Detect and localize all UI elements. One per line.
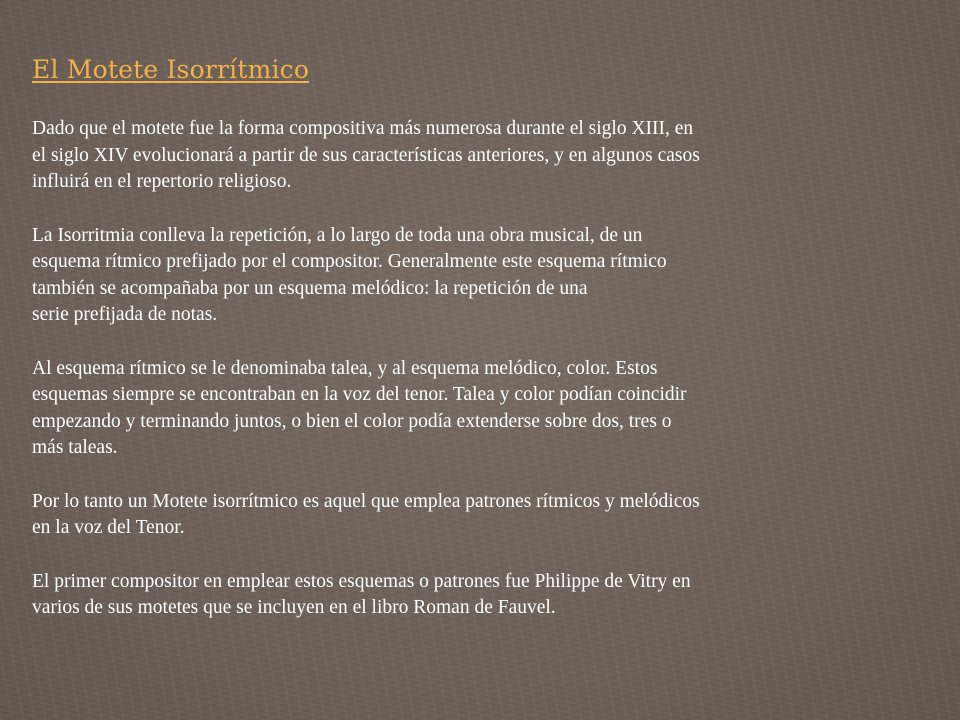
paragraph-line: esquemas siempre se encontraban en la voz del tenor. Talea y color podían coincidir [32, 384, 687, 405]
paragraph-line: en la voz del Tenor. [32, 517, 185, 538]
paragraph-line: empezando y terminando juntos, o bien el color podía extenderse sobre dos, tres o [32, 410, 672, 432]
paragraph-line: esquema rítmico prefijado por el compositor. Generalmente este esquema rítmico [32, 251, 667, 272]
paragraph-line: varios de sus motetes que se incluyen en el libro Roman de Fauvel. [32, 597, 556, 618]
paragraph-line: también se acompañaba por un esquema melódico: la repetición de una [32, 277, 588, 299]
paragraph-line: Por lo tanto un Motete isorrítmico es aquel que emplea patrones rítmicos y melódicos [32, 490, 700, 512]
paragraph-line: serie prefijada de notas. [32, 304, 218, 325]
slide-content [32, 52, 932, 649]
paragraph-2 [32, 223, 932, 329]
paragraph-line: Dado que el motete fue la forma compositiva más numerosa durante el siglo XIII, en [32, 118, 694, 139]
paragraph-1 [32, 116, 932, 196]
slide-title-link[interactable]: El Motete Isorrítmico [32, 55, 310, 84]
paragraph-line: el siglo XIV evolucionará a partir de sus características anteriores, y en algunos casos [32, 144, 700, 166]
paragraph-4 [32, 489, 932, 542]
paragraph-line: El primer compositor en emplear estos esquemas o patrones fue Philippe de Vitry en [32, 570, 691, 592]
paragraph-line: La Isorritmia conlleva la repetición, a lo largo de toda una obra musical, de un [32, 224, 643, 246]
paragraph-5 [32, 569, 932, 622]
paragraph-line: Al esquema rítmico se le denominaba talea, y al esquema melódico, color. Estos [32, 357, 658, 379]
paragraph-line: influirá en el repertorio religioso. [32, 171, 292, 192]
paragraph-line: más taleas. [32, 437, 118, 458]
paragraph-3 [32, 356, 932, 462]
